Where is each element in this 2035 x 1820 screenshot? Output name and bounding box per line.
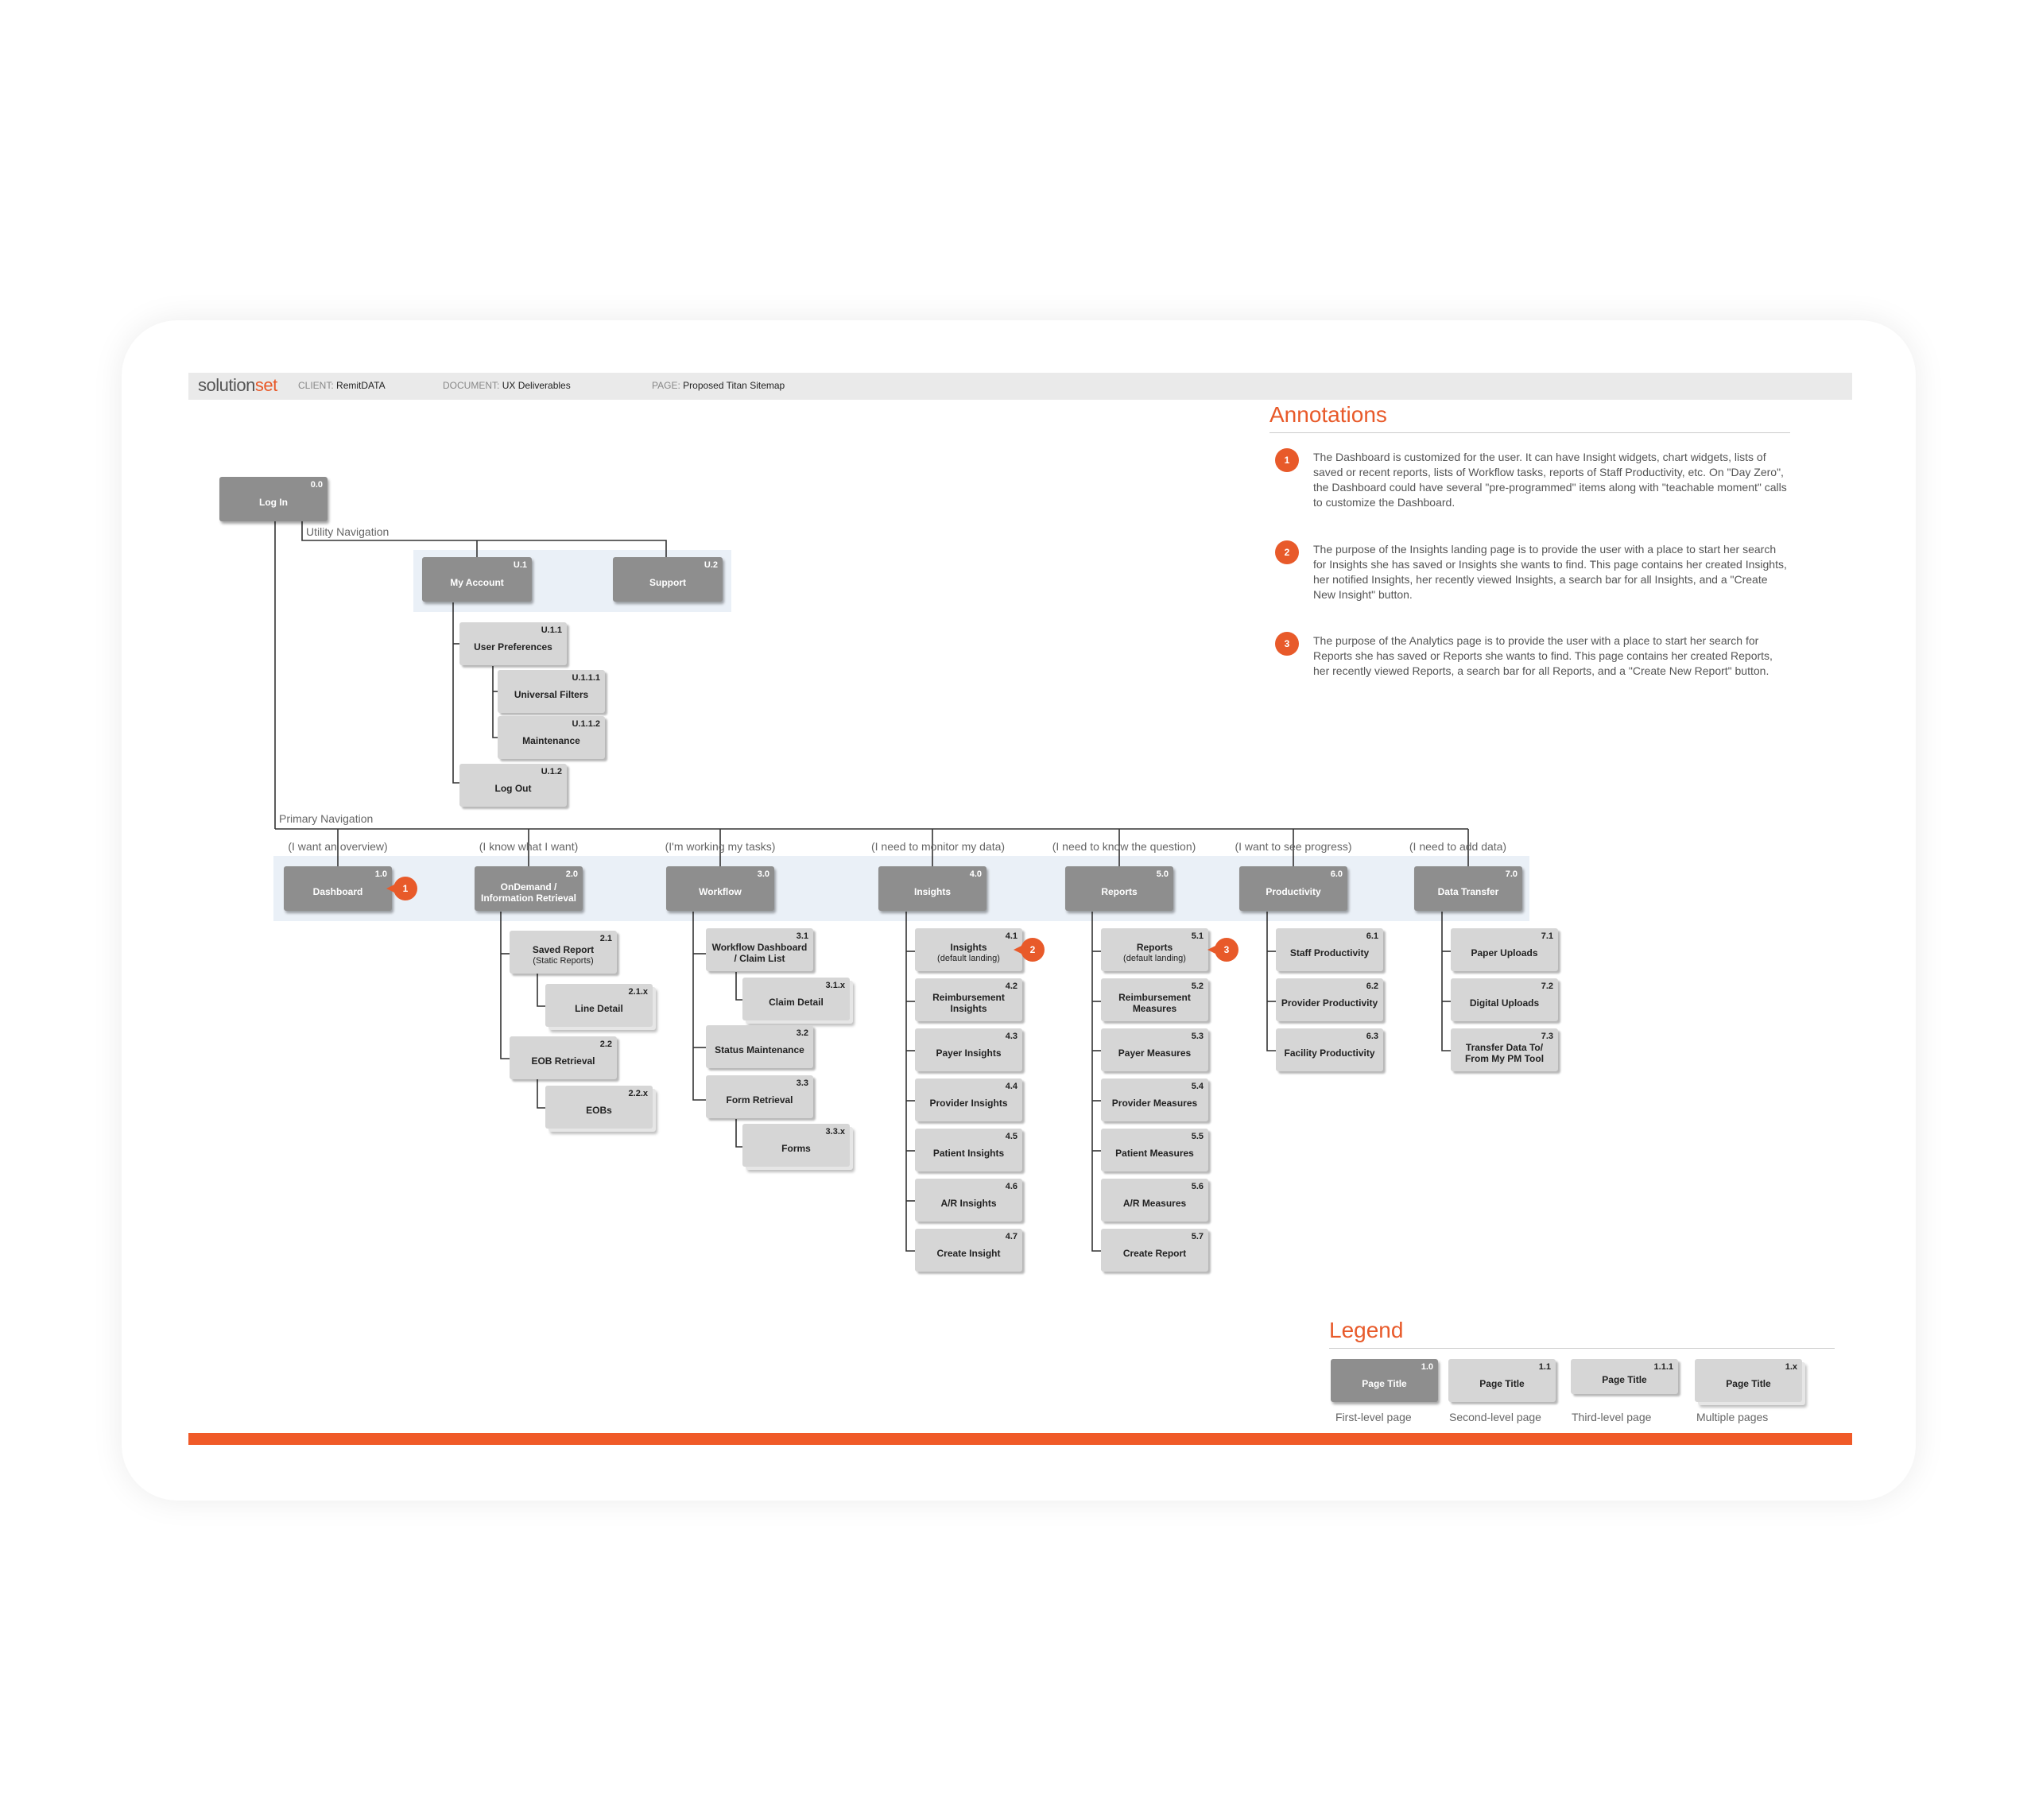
legend-caption-first-level: First-level page	[1335, 1411, 1412, 1423]
legend-divider	[1329, 1348, 1835, 1349]
node-user-preferences[interactable]: U.1.1 User Preferences	[459, 622, 567, 665]
annotation-marker-3[interactable]: 3	[1215, 938, 1238, 962]
annotation-text-2: The purpose of the Insights landing page is to provide the user with a place to start her search for Insights she has saved or Insights she wants to find. This page contains her created Insights, her notified Insights, her recently viewed Insights, a search bar for all Insights, and a "Create New Insight" button.	[1313, 543, 1787, 601]
annotation-number-2: 2	[1275, 540, 1299, 564]
node-create-report[interactable]: 5.7 Create Report	[1101, 1229, 1208, 1272]
node-patient-measures[interactable]: 5.5 Patient Measures	[1101, 1129, 1208, 1171]
legend-first-level-box: 1.0 Page Title	[1331, 1359, 1438, 1402]
tagline-data-transfer: (I need to add data)	[1409, 840, 1507, 853]
node-data-transfer[interactable]: 7.0 Data Transfer	[1414, 866, 1522, 911]
tagline-ondemand: (I know what I want)	[479, 840, 579, 853]
node-reports[interactable]: 5.0 Reports	[1065, 866, 1173, 911]
node-status-maintenance[interactable]: 3.2 Status Maintenance	[706, 1025, 813, 1068]
annotations-title: Annotations	[1269, 402, 1387, 427]
legend-title: Legend	[1329, 1318, 1404, 1342]
node-create-insight[interactable]: 4.7 Create Insight	[915, 1229, 1022, 1272]
node-maintenance[interactable]: U.1.1.2 Maintenance	[498, 716, 605, 759]
node-log-in[interactable]: 0.0 Log In	[219, 477, 328, 521]
annotations-divider	[1269, 432, 1790, 433]
footer-accent-bar	[188, 1433, 1852, 1445]
node-insights[interactable]: 4.0 Insights	[878, 866, 986, 911]
node-patient-insights[interactable]: 4.5 Patient Insights	[915, 1129, 1022, 1171]
node-digital-uploads[interactable]: 7.2 Digital Uploads	[1451, 978, 1558, 1021]
node-productivity[interactable]: 6.0 Productivity	[1239, 866, 1347, 911]
node-support[interactable]: U.2 Support	[613, 557, 723, 602]
annotation-number-3: 3	[1275, 632, 1299, 656]
node-reports-landing[interactable]: 5.1 Reports (default landing)	[1101, 928, 1208, 971]
tagline-productivity: (I want to see progress)	[1235, 840, 1352, 853]
node-payer-measures[interactable]: 5.3 Payer Measures	[1101, 1028, 1208, 1071]
node-workflow[interactable]: 3.0 Workflow	[666, 866, 774, 911]
node-claim-detail[interactable]: 3.1.x Claim Detail	[742, 978, 850, 1020]
node-universal-filters[interactable]: U.1.1.1 Universal Filters	[498, 670, 605, 713]
node-payer-insights[interactable]: 4.3 Payer Insights	[915, 1028, 1022, 1071]
node-transfer-data[interactable]: 7.3 Transfer Data To/ From My PM Tool	[1451, 1028, 1558, 1071]
node-staff-productivity[interactable]: 6.1 Staff Productivity	[1276, 928, 1383, 971]
node-eobs[interactable]: 2.2.x EOBs	[545, 1086, 653, 1129]
node-dashboard[interactable]: 1.0 Dashboard	[284, 866, 392, 911]
node-workflow-dashboard[interactable]: 3.1 Workflow Dashboard / Claim List	[706, 928, 813, 971]
document-meta: DOCUMENT: UX Deliverables	[443, 380, 571, 391]
node-ar-measures[interactable]: 5.6 A/R Measures	[1101, 1179, 1208, 1222]
node-reimbursement-measures[interactable]: 5.2 Reimbursement Measures	[1101, 978, 1208, 1021]
node-forms[interactable]: 3.3.x Forms	[742, 1124, 850, 1167]
node-my-account[interactable]: U.1 My Account	[422, 557, 532, 602]
node-form-retrieval[interactable]: 3.3 Form Retrieval	[706, 1075, 813, 1118]
node-provider-insights[interactable]: 4.4 Provider Insights	[915, 1078, 1022, 1121]
annotation-marker-1[interactable]: 1	[393, 877, 417, 900]
node-saved-report[interactable]: 2.1 Saved Report (Static Reports)	[510, 931, 617, 974]
node-log-out[interactable]: U.1.2 Log Out	[459, 764, 567, 807]
legend-caption-second-level: Second-level page	[1449, 1411, 1541, 1423]
node-reimbursement-insights[interactable]: 4.2 Reimbursement Insights	[915, 978, 1022, 1021]
annotation-text-1: The Dashboard is customized for the user. It can have Insight widgets, chart widgets, lists of saved or recent reports, lists of Workflow tasks, reports of Staff Productivity, etc. On "Day Zero", the Dashboard could have several "pre-programmed" items along with "teachable moment" calls to customize the Dashboard.	[1313, 451, 1787, 509]
solutionset-logo: solutionset	[198, 375, 277, 395]
node-provider-measures[interactable]: 5.4 Provider Measures	[1101, 1078, 1208, 1121]
legend-multiple-pages-box: 1.x Page Title	[1695, 1359, 1802, 1402]
node-ondemand[interactable]: 2.0 OnDemand / Information Retrieval	[475, 866, 583, 911]
node-facility-productivity[interactable]: 6.3 Facility Productivity	[1276, 1028, 1383, 1071]
tagline-insights: (I need to monitor my data)	[870, 840, 1006, 853]
annotation-marker-2[interactable]: 2	[1021, 938, 1045, 962]
node-paper-uploads[interactable]: 7.1 Paper Uploads	[1451, 928, 1558, 971]
legend-caption-multiple-pages: Multiple pages	[1696, 1411, 1769, 1423]
legend-caption-third-level: Third-level page	[1572, 1411, 1652, 1423]
node-line-detail[interactable]: 2.1.x Line Detail	[545, 984, 653, 1027]
node-provider-productivity[interactable]: 6.2 Provider Productivity	[1276, 978, 1383, 1021]
annotation-number-1: 1	[1275, 448, 1299, 472]
tagline-dashboard: (I want an overview)	[288, 840, 388, 853]
node-eob-retrieval[interactable]: 2.2 EOB Retrieval	[510, 1036, 617, 1079]
tagline-reports: (I need to know the question)	[1052, 840, 1196, 853]
node-insights-landing[interactable]: 4.1 Insights (default landing)	[915, 928, 1022, 971]
node-ar-insights[interactable]: 4.6 A/R Insights	[915, 1179, 1022, 1222]
page-meta: PAGE: Proposed Titan Sitemap	[652, 380, 785, 391]
legend-second-level-box: 1.1 Page Title	[1448, 1359, 1556, 1402]
utility-navigation-label: Utility Navigation	[306, 525, 390, 538]
client-meta: CLIENT: RemitDATA	[298, 380, 386, 391]
tagline-workflow: (I'm working my tasks)	[665, 840, 776, 853]
primary-navigation-label: Primary Navigation	[279, 812, 374, 825]
legend-third-level-box: 1.1.1 Page Title	[1571, 1359, 1678, 1394]
annotation-text-3: The purpose of the Analytics page is to provide the user with a place to start her search for Reports she has saved or Reports she wants to find. This page contains her created Reports, her recently viewed Reports, a search bar for all Reports, and a "Create New Report" button.	[1313, 634, 1773, 677]
